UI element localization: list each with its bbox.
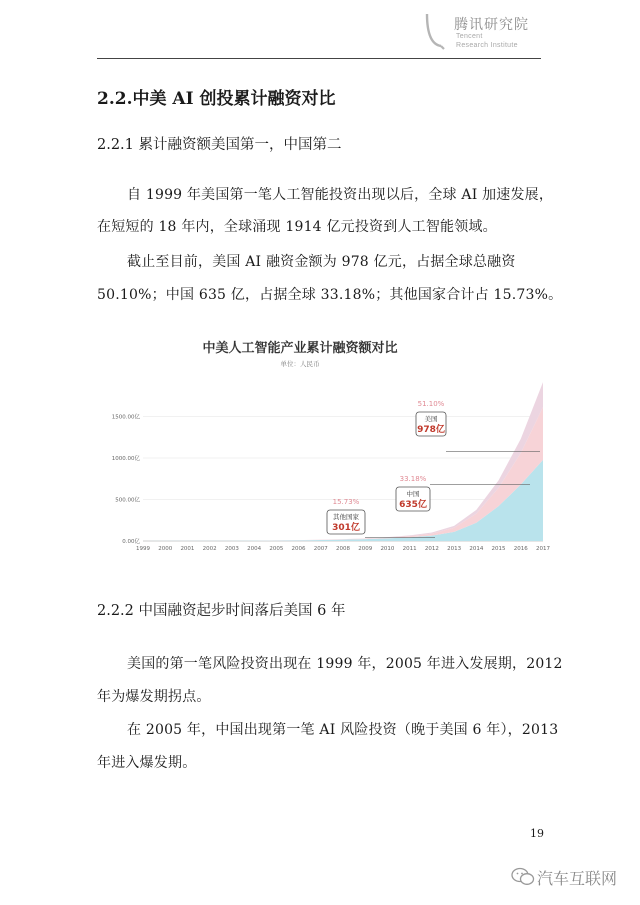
x-tick-label: 2014 xyxy=(469,546,484,552)
annotation-percent: 15.73% xyxy=(332,498,360,506)
section-title: 2.2.中美 AI 创投累计融资对比 xyxy=(97,89,336,109)
annotation-percent: 51.10% xyxy=(417,400,445,408)
annotation-percent: 33.18% xyxy=(399,475,427,483)
chart-subtitle: 单位：人民币 xyxy=(280,360,320,368)
x-tick-label: 2007 xyxy=(313,546,328,552)
x-tick-label: 1999 xyxy=(136,546,150,552)
header-org-en-2: Research Institute xyxy=(456,42,518,49)
header-rule xyxy=(97,58,541,59)
x-tick-label: 2017 xyxy=(536,546,550,552)
x-tick-label: 2003 xyxy=(224,546,239,552)
annotation-label: 其他国家 xyxy=(333,513,359,521)
x-tick-label: 2012 xyxy=(424,546,439,552)
y-tick-label: 1000.00亿 xyxy=(111,456,140,462)
x-tick-label: 2000 xyxy=(158,546,173,552)
paragraph-2-line-2: 50.10%；中国 635 亿，占据全球 33.18%；其他国家合计占 15.73%。 xyxy=(97,287,563,303)
paragraph-4-line-1: 在 2005 年，中国出现第一笔 AI 风险投资（晚于美国 6 年），2013 xyxy=(127,722,559,738)
x-tick-label: 2015 xyxy=(491,546,506,552)
page-number: 19 xyxy=(530,827,544,840)
y-tick-label: 1500.00亿 xyxy=(111,414,140,421)
watermark-text: 汽车互联网 xyxy=(537,869,618,888)
x-tick-label: 2009 xyxy=(358,546,373,552)
tencent-research-logo-icon xyxy=(424,10,446,50)
subsection-1-title: 2.2.1 累计融资额美国第一，中国第二 xyxy=(97,137,342,153)
chart-title: 中美人工智能产业累计融资额对比 xyxy=(202,341,398,356)
x-tick-label: 2001 xyxy=(180,546,195,552)
paragraph-1-line-2: 在短短的 18 年内，全球涌现 1914 亿元投资到人工智能领域。 xyxy=(97,219,497,235)
paragraph-4-line-2: 年进入爆发期。 xyxy=(97,755,197,771)
paragraph-2-line-1: 截止至目前，美国 AI 融资金额为 978 亿元，占据全球总融资 xyxy=(127,254,516,270)
x-tick-label: 2008 xyxy=(336,546,350,552)
x-tick-label: 2016 xyxy=(513,546,528,552)
annotation-label: 中国 xyxy=(406,490,420,498)
x-tick-label: 2006 xyxy=(291,546,306,552)
y-tick-label: 0.00亿 xyxy=(122,539,140,545)
paragraph-1-line-1: 自 1999 年美国第一笔人工智能投资出现以后，全球 AI 加速发展， xyxy=(127,187,554,203)
x-tick-label: 2002 xyxy=(202,546,217,552)
paragraph-3-line-2: 年为爆发期拐点。 xyxy=(97,689,211,705)
x-tick-label: 2013 xyxy=(447,546,462,552)
paragraph-3-line-1: 美国的第一笔风险投资出现在 1999 年，2005 年进入发展期，2012 xyxy=(127,656,563,672)
header-org-en-1: Tencent xyxy=(456,33,483,40)
y-tick-label: 500.00亿 xyxy=(115,497,140,504)
annotation-value: 301亿 xyxy=(332,523,360,533)
x-tick-label: 2005 xyxy=(269,546,284,552)
header-org-cn: 腾讯研究院 xyxy=(454,17,529,33)
subsection-2-title: 2.2.2 中国融资起步时间落后美国 6 年 xyxy=(97,603,346,619)
annotation-value: 635亿 xyxy=(399,500,427,510)
x-tick-label: 2010 xyxy=(380,546,395,552)
annotation-value: 978亿 xyxy=(417,425,445,435)
wechat-icon xyxy=(511,867,535,887)
funding-area-chart xyxy=(100,325,550,565)
x-tick-label: 2011 xyxy=(402,546,417,552)
annotation-label: 美国 xyxy=(424,415,438,423)
x-tick-label: 2004 xyxy=(247,546,262,552)
